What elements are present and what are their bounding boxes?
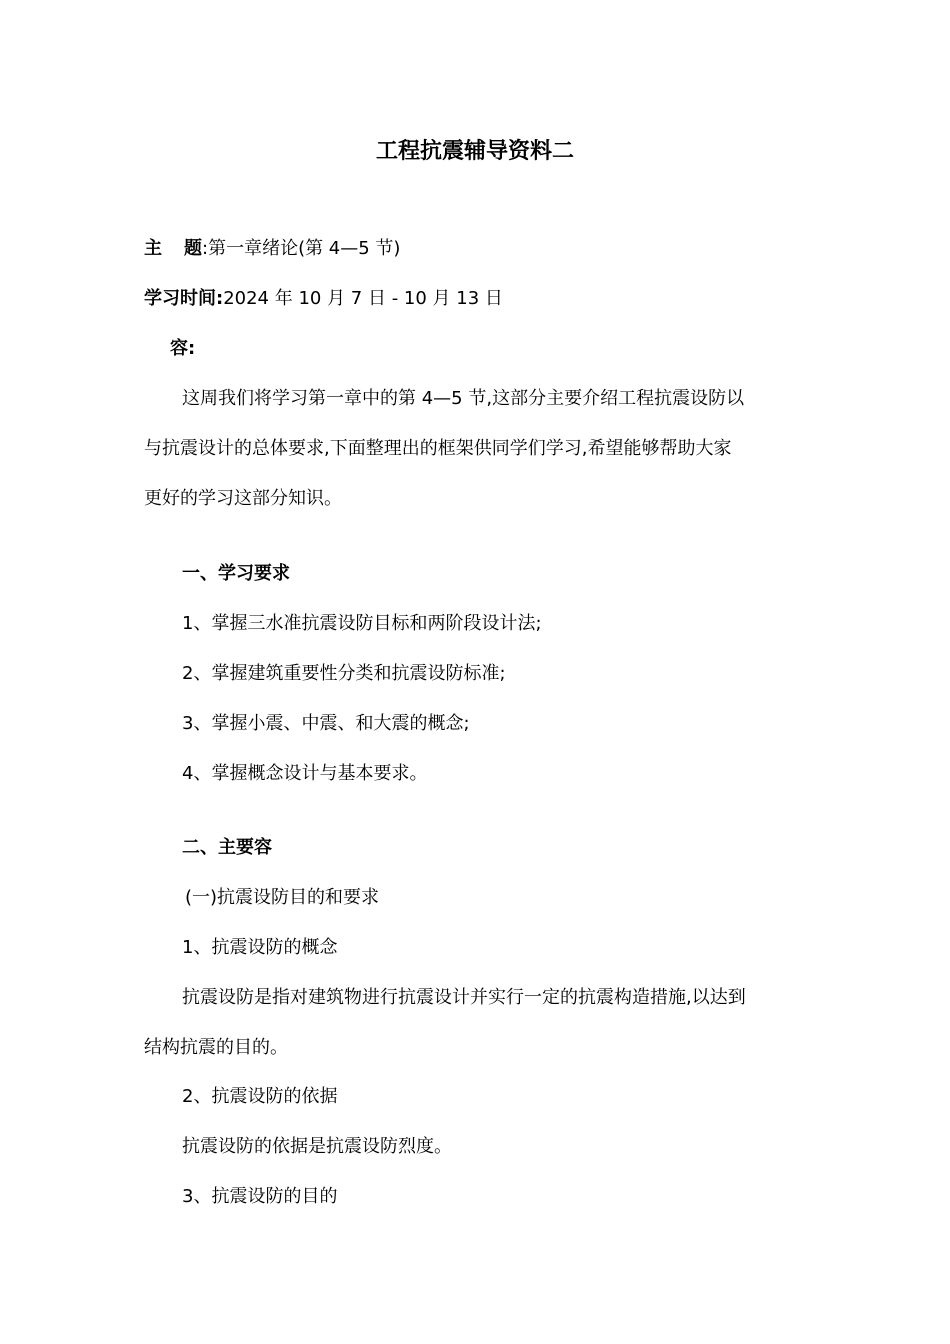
study-time-value: 2024 年 10 月 7 日 - 10 月 13 日 bbox=[223, 288, 503, 309]
item-title-basis: 2、抗震设防的依据 bbox=[182, 1086, 338, 1107]
topic-label-second-char: 题 bbox=[184, 238, 202, 259]
requirement-item: 2、掌握建筑重要性分类和抗震设防标准; bbox=[182, 663, 506, 684]
study-time-line bbox=[144, 286, 503, 312]
section-heading-learning-requirements: 一、学习要求 bbox=[182, 563, 290, 584]
section-heading-main-content: 二、主要容 bbox=[182, 837, 272, 858]
intro-paragraph-line-2: 与抗震设计的总体要求,下面整理出的框架供同学们学习,希望能够帮助大家 bbox=[144, 438, 732, 459]
subsection-heading: (一)抗震设防目的和要求 bbox=[185, 887, 380, 908]
topic-value: :第一章绪论(第 4—5 节) bbox=[202, 238, 401, 259]
item-title-purpose: 3、抗震设防的目的 bbox=[182, 1186, 338, 1207]
requirement-item: 4、掌握概念设计与基本要求。 bbox=[182, 763, 428, 784]
basis-paragraph: 抗震设防的依据是抗震设防烈度。 bbox=[182, 1136, 452, 1157]
topic-label-first-char: 主 bbox=[144, 238, 162, 259]
document-title: 工程抗震辅导资料二 bbox=[375, 139, 574, 164]
item-title-concept: 1、抗震设防的概念 bbox=[182, 937, 338, 958]
study-time-label: 学习时间: bbox=[144, 288, 224, 309]
concept-paragraph-line-2: 结构抗震的目的。 bbox=[144, 1037, 288, 1058]
intro-paragraph-line-3: 更好的学习这部分知识。 bbox=[144, 488, 342, 509]
topic-line bbox=[144, 236, 400, 262]
intro-paragraph-line-1: 这周我们将学习第一章中的第 4—5 节,这部分主要介绍工程抗震设防以 bbox=[182, 388, 745, 409]
requirement-item: 1、掌握三水准抗震设防目标和两阶段设计法; bbox=[182, 613, 542, 634]
requirement-item: 3、掌握小震、中震、和大震的概念; bbox=[182, 713, 470, 734]
concept-paragraph-line-1: 抗震设防是指对建筑物进行抗震设计并实行一定的抗震构造措施,以达到 bbox=[182, 987, 746, 1008]
content-label: 容: bbox=[170, 338, 196, 359]
